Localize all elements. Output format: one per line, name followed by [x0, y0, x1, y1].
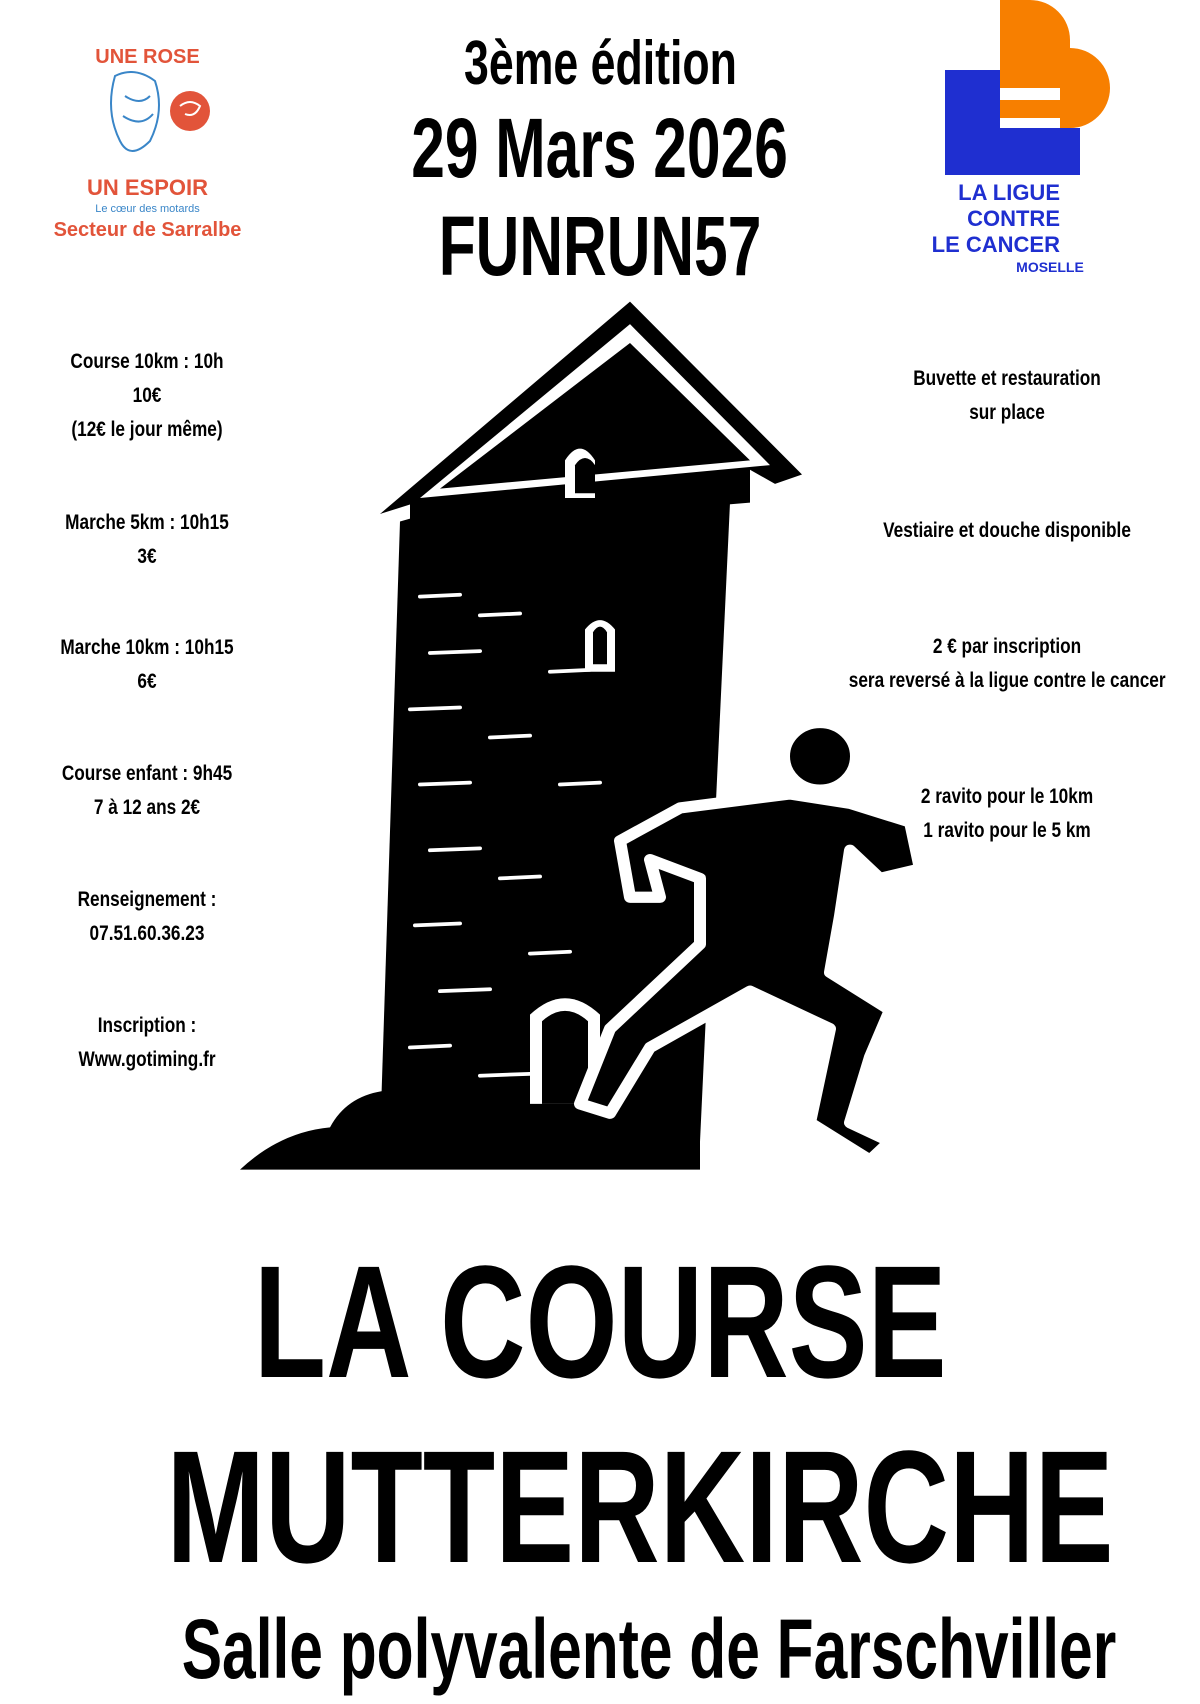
- info-line: sera reversé à la ligue contre le cancer: [848, 669, 1166, 692]
- ligue-region: MOSELLE: [1016, 259, 1084, 275]
- info-line: Course enfant : 9h45: [61, 762, 233, 785]
- title-line2: MUTTERKIRCHE: [166, 1417, 1114, 1596]
- info-line: Inscription :: [97, 1014, 197, 1037]
- info-line: Marche 10km : 10h15: [60, 636, 234, 659]
- info-line: Renseignement :: [77, 888, 217, 911]
- info-line: 10€: [132, 384, 162, 407]
- ligue-line3: LE CANCER: [931, 232, 1060, 257]
- ligue-line2: CONTRE: [967, 206, 1060, 231]
- info-line: 2 ravito pour le 10km: [920, 785, 1094, 808]
- ligue-contre-le-cancer-logo: [920, 0, 1130, 280]
- info-line: 6€: [137, 670, 157, 693]
- date-text: 29 Mars 2026: [411, 101, 789, 195]
- ligue-line1: LA LIGUE: [958, 180, 1060, 205]
- info-line: Buvette et restauration: [913, 367, 1101, 390]
- info-line: sur place: [969, 401, 1045, 424]
- info-line: Marche 5km : 10h15: [65, 511, 229, 534]
- info-line: 2 € par inscription: [932, 635, 1082, 658]
- une-rose-un-espoir-logo: [45, 45, 250, 245]
- logo-left-tagline: Le cœur des motards: [95, 203, 200, 215]
- edition-text: 3ème édition: [463, 29, 737, 98]
- info-line: 1 ravito pour le 5 km: [923, 819, 1091, 842]
- info-line: (12€ le jour même): [71, 418, 223, 441]
- venue-text: Salle polyvalente de Farschviller: [181, 1602, 1117, 1696]
- info-line: Course 10km : 10h: [70, 350, 224, 373]
- logo-left-bottom: Secteur de Sarralbe: [53, 219, 242, 241]
- event-code-text: FUNRUN57: [438, 199, 762, 293]
- inscription-link[interactable]: Www.gotiming.fr: [78, 1048, 216, 1071]
- info-line: Vestiaire et douche disponible: [883, 519, 1131, 542]
- logo-left-top: UNE ROSE: [95, 46, 200, 68]
- title-line1: LA COURSE: [253, 1232, 947, 1411]
- info-line: 3€: [137, 545, 157, 568]
- info-line: 07.51.60.36.23: [89, 922, 205, 945]
- logo-left-middle: UN ESPOIR: [86, 175, 209, 200]
- right-info-column: [814, 362, 1200, 848]
- left-info-column: [17, 345, 277, 1077]
- info-line: 7 à 12 ans 2€: [93, 796, 201, 819]
